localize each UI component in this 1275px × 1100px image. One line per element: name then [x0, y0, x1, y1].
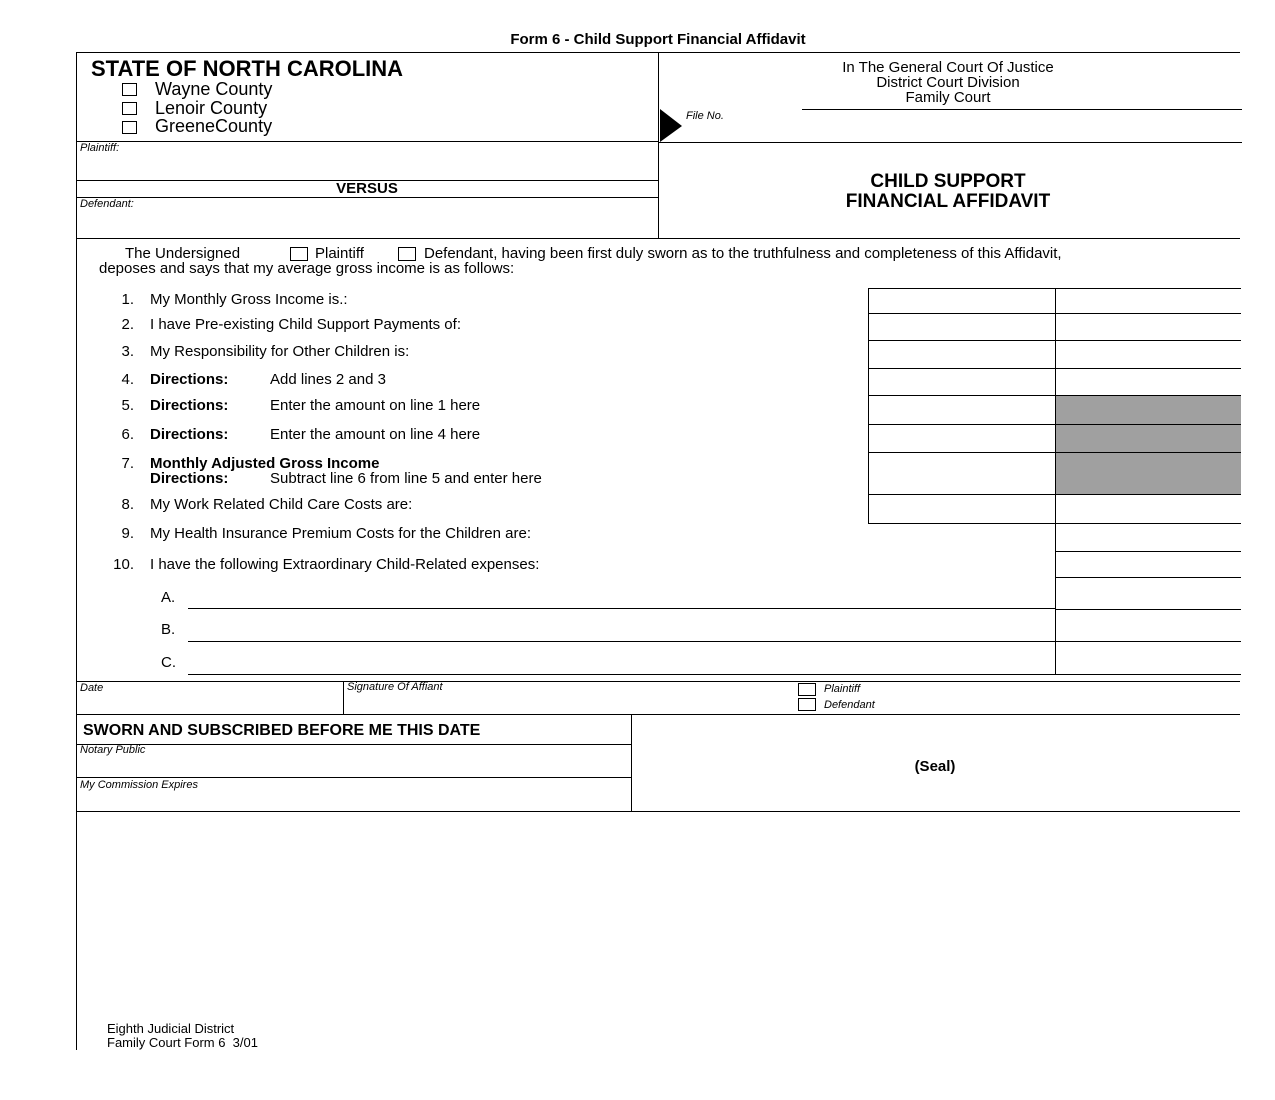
intro-defendant-text: Defendant, having been first duly sworn as to the truthfulness and completeness of this Affidavit, — [424, 245, 1062, 262]
date-label: Date — [80, 682, 104, 694]
item-8-text: My Work Related Child Care Costs are: — [150, 496, 413, 513]
amount-c-right[interactable] — [1055, 641, 1241, 675]
item-2-text: I have Pre-existing Child Support Payments of: — [150, 316, 461, 333]
amount-1-left[interactable] — [868, 288, 1056, 314]
item-5-text: Enter the amount on line 1 here — [270, 397, 481, 414]
amount-4-left[interactable] — [868, 368, 1056, 396]
form-title: Form 6 - Child Support Financial Affidavit — [510, 31, 806, 48]
amount-3-right[interactable] — [1055, 340, 1241, 369]
amount-b-right[interactable] — [1055, 609, 1241, 642]
item-1-number: 1. — [121, 291, 134, 308]
sub-item-c-line[interactable] — [188, 674, 1055, 675]
sig-plaintiff-checkbox[interactable] — [798, 683, 816, 696]
footer-district: Eighth Judicial District — [107, 1021, 235, 1036]
doc-title-line1: CHILD SUPPORT — [870, 171, 1026, 192]
amount-2-right[interactable] — [1055, 313, 1241, 341]
sub-item-c-label: C. — [161, 654, 176, 671]
amount-5-right-shaded — [1055, 395, 1241, 425]
county-wayne-label: Wayne County — [155, 79, 273, 99]
amount-6-right-shaded — [1055, 424, 1241, 453]
plaintiff-label: Plaintiff: — [80, 142, 120, 154]
item-6-number: 6. — [121, 426, 134, 443]
county-lenoir-label: Lenoir County — [155, 98, 268, 118]
signature-field[interactable] — [345, 694, 790, 713]
amount-3-left[interactable] — [868, 340, 1056, 369]
item-5-directions: Directions: — [150, 397, 229, 414]
notary-label: Notary Public — [80, 744, 146, 756]
item-10-text: I have the following Extraordinary Child-Related expenses: — [150, 556, 540, 573]
commission-field[interactable] — [78, 791, 629, 810]
amount-7-left[interactable] — [868, 452, 1056, 495]
amount-8-right[interactable] — [1055, 494, 1241, 524]
file-no-field[interactable] — [740, 112, 1240, 140]
sub-item-b-label: B. — [161, 621, 176, 638]
county-greene-label: GreeneCounty — [155, 116, 273, 136]
intro-plaintiff-checkbox[interactable] — [290, 247, 308, 261]
item-2-number: 2. — [121, 316, 134, 333]
signature-label: Signature Of Affiant — [347, 681, 443, 693]
item-8-number: 8. — [121, 496, 134, 513]
item-9-number: 9. — [121, 525, 134, 542]
sig-defendant-checkbox[interactable] — [798, 698, 816, 711]
court-line1: In The General Court Of Justice — [842, 59, 1054, 76]
defendant-field[interactable] — [77, 210, 657, 237]
item-3-text: My Responsibility for Other Children is: — [150, 343, 410, 360]
amount-a-right[interactable] — [1055, 577, 1241, 610]
intro-defendant-checkbox[interactable] — [398, 247, 416, 261]
sig-defendant-label: Defendant — [824, 699, 875, 711]
court-line3: Family Court — [905, 89, 991, 106]
amount-8-left[interactable] — [868, 494, 1056, 524]
item-7-title: Monthly Adjusted Gross Income — [150, 455, 380, 472]
county-lenoir-checkbox[interactable] — [122, 102, 137, 115]
doc-title-line2: FINANCIAL AFFIDAVIT — [845, 191, 1051, 212]
item-7-directions: Directions: — [150, 470, 229, 487]
plaintiff-field[interactable] — [77, 152, 657, 179]
intro-line2: deposes and says that my average gross income is as follows: — [99, 260, 515, 277]
item-3-number: 3. — [121, 343, 134, 360]
court-line2: District Court Division — [876, 74, 1020, 91]
item-7-number: 7. — [121, 455, 134, 472]
sub-item-a-line[interactable] — [188, 608, 1055, 609]
county-greene-checkbox[interactable] — [122, 121, 137, 134]
item-7-text: Subtract line 6 from line 5 and enter here — [270, 470, 542, 487]
intro-undersigned: The Undersigned — [125, 245, 241, 262]
item-5-number: 5. — [121, 397, 134, 414]
item-6-directions: Directions: — [150, 426, 229, 443]
sworn-heading: SWORN AND SUBSCRIBED BEFORE ME THIS DATE — [83, 722, 481, 739]
notary-field[interactable] — [78, 756, 629, 776]
amount-4-right[interactable] — [1055, 368, 1241, 396]
item-10-number: 10. — [113, 556, 134, 573]
item-9-text: My Health Insurance Premium Costs for the Children are: — [150, 525, 531, 542]
sub-item-a-label: A. — [161, 589, 176, 606]
seal-label: (Seal) — [914, 758, 956, 775]
amount-6-left[interactable] — [868, 424, 1056, 453]
state-heading: STATE OF NORTH CAROLINA — [91, 56, 404, 81]
amount-7-right-shaded — [1055, 452, 1241, 495]
defendant-label: Defendant: — [80, 198, 134, 210]
item-4-number: 4. — [121, 371, 134, 388]
file-no-arrow-icon — [659, 109, 683, 143]
amount-10-right[interactable] — [1055, 551, 1241, 578]
commission-label: My Commission Expires — [80, 779, 198, 791]
item-1-text: My Monthly Gross Income is.: — [150, 291, 348, 308]
item-4-directions: Directions: — [150, 371, 229, 388]
intro-plaintiff-label: Plaintiff — [315, 245, 364, 262]
amount-9-right[interactable] — [1055, 523, 1241, 552]
amount-2-left[interactable] — [868, 313, 1056, 341]
item-6-text: Enter the amount on line 4 here — [270, 426, 481, 443]
amount-1-right[interactable] — [1055, 288, 1241, 314]
sig-plaintiff-label: Plaintiff — [824, 683, 861, 695]
sub-item-b-line[interactable] — [188, 641, 1055, 642]
footer-form-id: Family Court Form 6 3/01 — [107, 1035, 258, 1050]
versus-label: VERSUS — [336, 180, 398, 197]
item-4-text: Add lines 2 and 3 — [270, 371, 386, 388]
county-wayne-checkbox[interactable] — [122, 83, 137, 96]
amount-5-left[interactable] — [868, 395, 1056, 425]
date-field[interactable] — [78, 694, 341, 713]
file-no-label: File No. — [686, 110, 724, 122]
